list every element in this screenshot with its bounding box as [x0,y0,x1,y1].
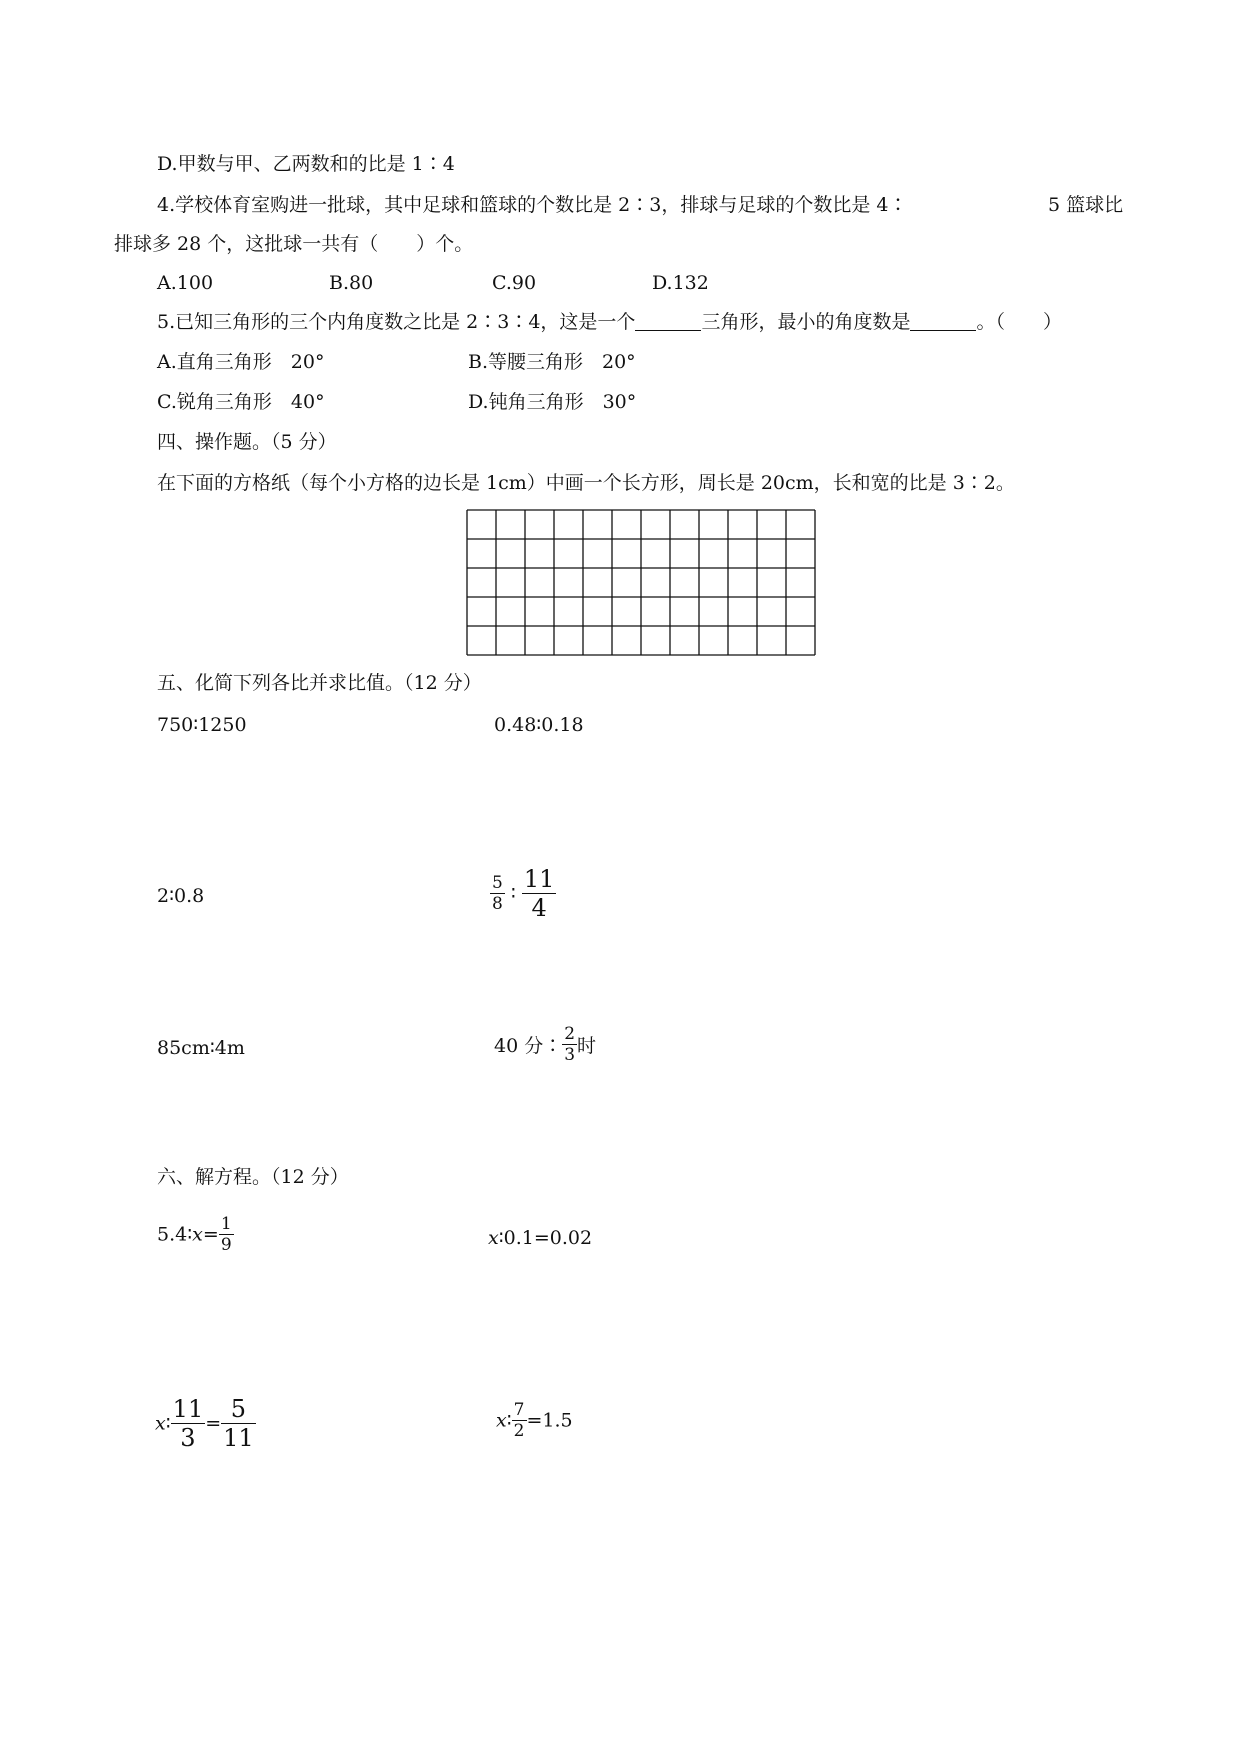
section-5-title: 五、化简下列各比并求比值。（12 分） [157,672,482,694]
variable-x: x [155,1412,166,1435]
fraction-1-9: $\frac{1}{9}$ [220,1214,232,1255]
q5-stem [157,310,1062,334]
q4-option-b: B.80 [329,272,374,294]
square-grid-paper[interactable] [466,509,817,658]
equation-2 [488,1226,592,1250]
section-4-instruction: 在下面的方格纸（每个小方格的边长是 1cm）中画一个长方形，周长是 20cm，长和宽的比是 3∶2。 [157,472,1015,494]
ratio-problem-4 [490,865,556,922]
fraction-7-2: $\frac{7}{2}$ [513,1400,525,1441]
equals-sign: = [202,1223,219,1246]
ratio-problem-6-prefix: 40 分∶ [494,1035,563,1057]
variable-x: x [488,1227,499,1249]
q5-blank-2[interactable] [910,310,976,331]
variable-x: x [496,1409,507,1432]
ratio-problem-1: 750∶1250 [157,714,247,736]
ratio-problem-6 [494,1024,596,1065]
q5-option-c: C.锐角三角形 40° [157,391,325,413]
ratio-problem-5: 85cm∶4m [157,1037,245,1059]
equation-1-prefix: 5.4∶ [157,1223,193,1246]
q5-option-b: B.等腰三角形 20° [468,351,636,373]
q5-option-a: A.直角三角形 20° [157,351,325,373]
q4-option-a: A.100 [157,272,214,294]
section-6-title: 六、解方程。（12 分） [157,1166,349,1188]
equation-4-rest: =1.5 [526,1409,573,1432]
q5-blank-1[interactable] [635,310,701,331]
equation-3 [155,1395,256,1452]
q4-line1: 4.学校体育室购进一批球，其中足球和篮球的个数比是 2∶3，排球与足球的个数比是 4∶ [157,194,908,216]
fraction-2-3: $\frac{2}{3}$ [564,1024,576,1065]
ratio-colon: ∶ [510,882,516,905]
q4-line2: 排球多 28 个，这批球一共有（ ）个。 [114,233,474,255]
q5-stem-part2: 三角形，最小的角度数是 [701,311,911,333]
ratio-problem-6-suffix: 时 [577,1035,597,1057]
equation-1 [157,1214,234,1255]
fraction-11-4: $\frac{11}{4}$ [523,865,555,922]
q5-option-d: D.钝角三角形 30° [468,391,637,413]
fraction-11-3: $\frac{11}{3}$ [172,1395,204,1452]
fraction-5-8: $\frac{5}{8}$ [492,873,503,914]
ratio-problem-2: 0.48∶0.18 [494,714,584,736]
q5-stem-part3: 。（ ） [976,311,1062,333]
equals-sign: = [205,1412,222,1435]
variable-x: x [192,1223,203,1246]
ratio-colon: ∶ [506,1409,512,1432]
section-4-title: 四、操作题。（5 分） [157,431,337,453]
q4-option-c: C.90 [492,272,537,294]
ratio-colon: ∶ [165,1412,171,1435]
q5-stem-part1: 5.已知三角形的三个内角度数之比是 2∶3∶4，这是一个 [157,311,636,333]
fraction-5-11: $\frac{5}{11}$ [223,1395,254,1452]
q3-option-d: D.甲数与甲、乙两数和的比是 1∶4 [157,153,455,175]
ratio-problem-3: 2∶0.8 [157,885,205,907]
equation-4 [496,1400,573,1441]
q4-option-d: D.132 [652,272,709,294]
equation-2-rest: ∶0.1=0.02 [498,1227,593,1249]
q4-line1-tail: 5 篮球比 [1048,194,1124,216]
